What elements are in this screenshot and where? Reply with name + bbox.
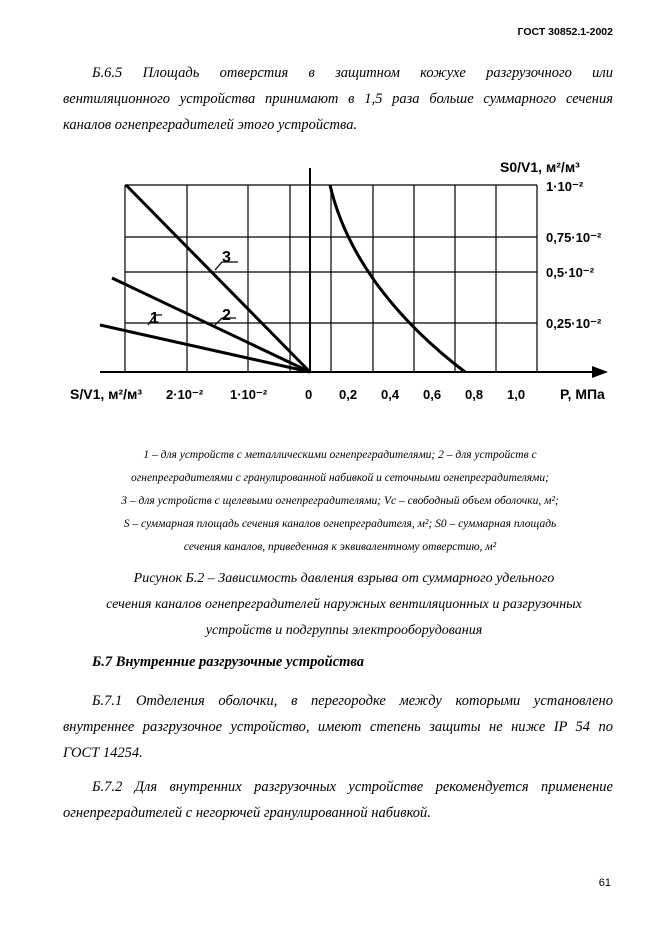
paragraph-line: вентиляционного устройства принимают в 1,5 раза больше суммарного сечения: [63, 91, 613, 107]
page-number: 61: [598, 877, 611, 889]
figure-legend: [70, 444, 610, 559]
pressure-dependence-figure: [0, 145, 661, 415]
figure-caption: [70, 566, 618, 644]
paragraph-line: Б.7.1 Отделения оболочки, в перегородке между которыми установлено: [92, 693, 613, 709]
paragraph-line: внутреннее разгрузочное устройство, имеют степень защиты не ниже IP 54 по: [63, 719, 613, 735]
paragraph-b6-5: [63, 60, 613, 138]
right-tick-label: 0,25·10⁻²: [546, 316, 602, 331]
paragraph-b7-1: [63, 688, 613, 766]
paragraph-b7-2: [63, 774, 613, 826]
right-tick-label: 1·10⁻²: [546, 179, 584, 194]
paragraph-line: каналов огнепреградителей этого устройства.: [63, 117, 358, 133]
left-tick-label: 2·10⁻²: [166, 387, 204, 402]
right-tick-label: 0,5·10⁻²: [546, 265, 595, 280]
legend-line: огнепреградителями с гранулированной набивкой и сеточными огнепреградителями;: [131, 472, 549, 484]
curve-3: [126, 185, 310, 372]
curve-2: [112, 278, 310, 372]
document-header: ГОСТ 30852.1-2002: [517, 26, 613, 38]
legend-line: S – суммарная площадь сечения каналов огнепреградителя, м²; S0 – суммарная площадь: [123, 518, 557, 530]
caption-line: устройств и подгруппы электрооборудования: [205, 623, 483, 638]
bottom-tick-label: 0,8: [465, 387, 484, 402]
bottom-tick-label: 0,6: [423, 387, 442, 402]
bottom-tick-label: 0,2: [339, 387, 358, 402]
right-axis-label: S0/V1, м²/м³: [500, 159, 580, 175]
curve-label-3: 3: [222, 249, 231, 266]
right-tick-label: 0,75·10⁻²: [546, 230, 602, 245]
bottom-tick-label: 1,0: [507, 387, 526, 402]
axis-arrow-icon: [592, 366, 608, 378]
paragraph-line: ГОСТ 14254.: [63, 745, 143, 761]
caption-line: Рисунок Б.2 – Зависимость давления взрыва от суммарного удельного: [133, 571, 555, 586]
legend-line: сечения каналов, приведенная к эквивалентному отверстию, м²: [183, 541, 497, 553]
paragraph-line: Б.7.2 Для внутренних разгрузочных устройстве рекомендуется применение: [92, 779, 613, 795]
bottom-tick-label: 0,4: [381, 387, 400, 402]
curve-1: [100, 325, 310, 372]
pressure-curve: [330, 185, 465, 372]
legend-line: 3 – для устройств с щелевыми огнепреградителями; Vс – свободный объем оболочки, м²;: [121, 495, 559, 507]
bottom-tick-label: 0: [305, 387, 313, 402]
bottom-axis-label: P, МПа: [560, 386, 605, 402]
curve-label-2: 2: [222, 307, 231, 324]
left-tick-label: 1·10⁻²: [230, 387, 268, 402]
left-axis-label: S/V1, м²/м³: [70, 386, 143, 402]
legend-line: 1 – для устройств с металлическими огнепреградителями; 2 – для устройств с: [143, 449, 537, 461]
curve-label-1: 1: [150, 310, 159, 327]
caption-line: сечения каналов огнепреградителей наружных вентиляционных и разгрузочных: [106, 597, 582, 612]
section-heading-b7: Б.7 Внутренние разгрузочные устройства: [92, 654, 365, 670]
paragraph-line: огнепреградителей с негорючей гранулированной набивкой.: [63, 805, 431, 821]
paragraph-line: Б.6.5 Площадь отверстия в защитном кожухе разгрузочного или: [92, 65, 613, 81]
